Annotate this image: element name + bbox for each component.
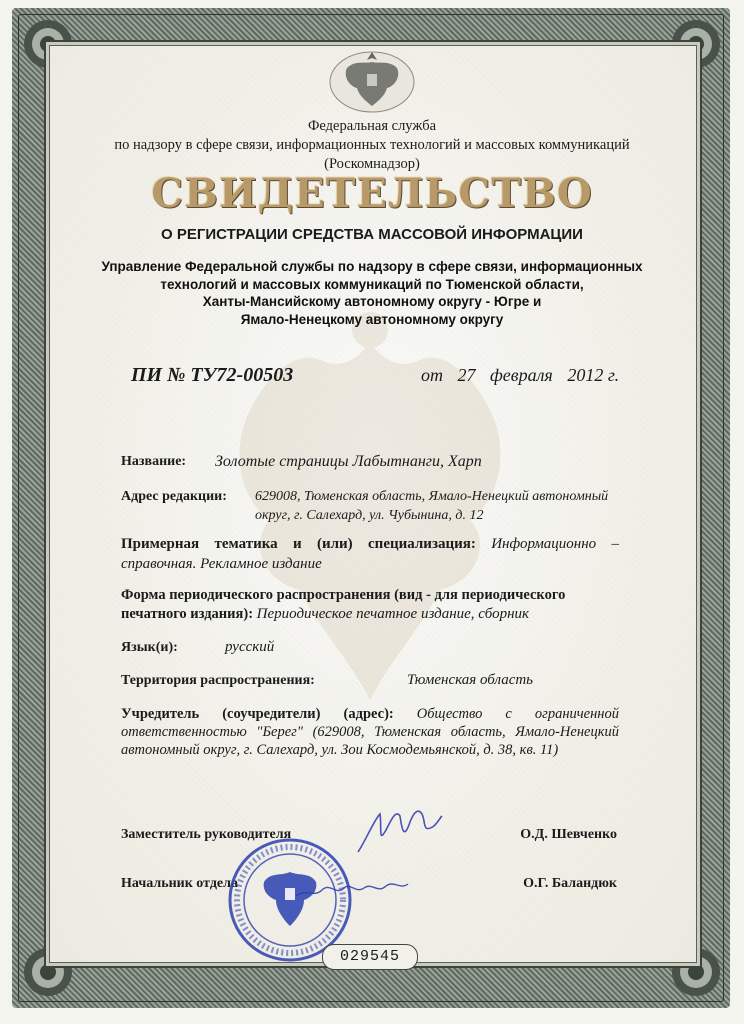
- certificate-subtitle: О РЕГИСТРАЦИИ СРЕДСТВА МАССОВОЙ ИНФОРМАЦИИ: [161, 226, 583, 243]
- field-address-line-1: 629008, Тюменская область, Ямало-Ненецкий автономный: [255, 489, 609, 504]
- field-form-label: Форма периодического распространения (вид - для периодического печатного издания):: [121, 587, 566, 622]
- date-prefix: от: [421, 365, 443, 385]
- deputy-signature: [352, 800, 444, 860]
- agency-line-1: Федеральная служба: [307, 118, 437, 134]
- authority-line-4: Ямало-Ненецкому автономному округу: [240, 311, 504, 327]
- field-topic: [121, 534, 619, 574]
- field-address-label: Адрес редакции:: [121, 489, 227, 504]
- agency-line-2: по надзору в сфере связи, информационных технологий и массовых коммуникаций: [114, 137, 630, 153]
- field-topic-value: Информационно – справочная. Рекламное издание: [121, 536, 619, 572]
- authority-line-1: Управление Федеральной службы по надзору в сфере связи, информационных: [101, 259, 643, 274]
- date-year: 2012 г.: [567, 365, 620, 385]
- field-address-line-2: округ, г. Салехард, ул. Чубынина, д. 12: [255, 508, 484, 523]
- field-founder: [121, 705, 619, 759]
- agency-line-3: (Роскомнадзор): [324, 156, 420, 172]
- authority-line-2: технологий и массовых коммуникаций по Тюменской области,: [160, 276, 584, 292]
- field-topic-label: Примерная тематика и (или) специализация:: [121, 536, 476, 552]
- registration-date: [421, 365, 619, 386]
- coat-of-arms-icon: [329, 42, 415, 114]
- field-address: [121, 487, 619, 523]
- deputy-title: Заместитель руководителя: [121, 827, 292, 842]
- serial-number: 029545: [322, 944, 418, 970]
- field-name-value: Золотые страницы Лабытнанги, Харп: [215, 453, 482, 470]
- deputy-name: О.Д. Шевченко: [520, 827, 617, 842]
- field-founder-label: Учредитель (соучредители) (адрес):: [121, 706, 394, 722]
- authority-line-3: Ханты-Мансийскому автономному округу - Югре и: [202, 294, 542, 309]
- field-language: [121, 638, 619, 657]
- field-name-label: Название:: [121, 454, 187, 469]
- registration-number: ПИ № ТУ72-00503: [131, 364, 294, 386]
- field-territory-label: Территория распространения:: [121, 673, 315, 688]
- head-title: Начальник отдела: [121, 876, 238, 891]
- field-territory: [121, 671, 619, 690]
- issuing-authority: [0, 258, 744, 328]
- date-month: февраля: [490, 365, 553, 385]
- field-name: [121, 452, 619, 471]
- certificate-title: СВИДЕТЕЛЬСТВО: [151, 170, 593, 217]
- field-address-value: [255, 487, 625, 525]
- agency-header: [0, 117, 744, 174]
- field-language-label: Язык(и):: [121, 640, 178, 655]
- field-form-value: Периодическое печатное издание, сборник: [256, 606, 530, 622]
- head-name: О.Г. Баландюк: [523, 876, 617, 891]
- field-founder-value: Общество с ограниченной ответственностью "Берег" (629008, Тюменская область, Ямало-Ненецкий автономный округ, г. Салехард, ул. Зои Космодемьянской, д. 38, кв. 11): [121, 706, 619, 758]
- field-territory-value: Тюменская область: [407, 672, 534, 688]
- field-form: [121, 586, 619, 624]
- field-language-value: русский: [225, 639, 275, 655]
- date-day: 27: [457, 365, 476, 385]
